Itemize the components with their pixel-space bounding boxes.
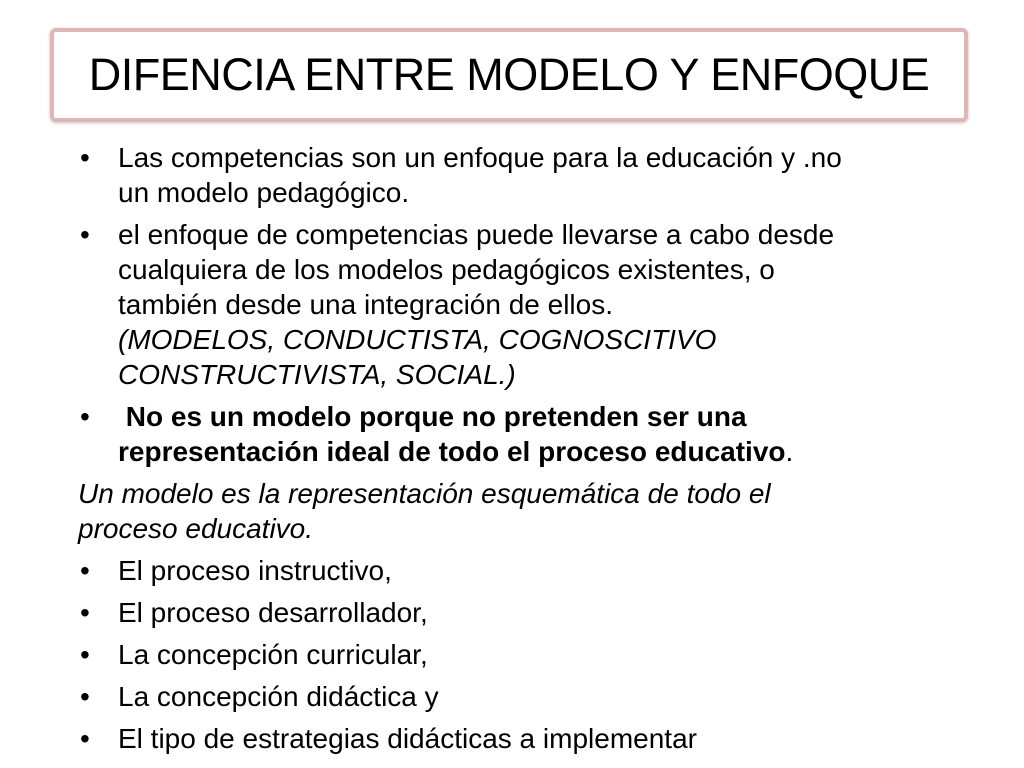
bullet-bold-line: No es un modelo porque no pretenden ser una bbox=[118, 401, 747, 432]
bullet-bold-line: representación ideal de todo el proceso educativo bbox=[118, 436, 786, 467]
bullet-item bbox=[78, 399, 978, 469]
bullet-text-line: un modelo pedagógico. bbox=[118, 177, 410, 208]
definition-paragraph bbox=[78, 476, 978, 546]
bullet-item bbox=[78, 140, 978, 210]
bullet-text-line: cualquiera de los modelos pedagógicos existentes, o bbox=[118, 254, 775, 285]
list-item-text: El tipo de estrategias didácticas a implementar bbox=[118, 723, 697, 754]
list-item bbox=[78, 721, 978, 756]
list-item-text: El proceso desarrollador, bbox=[118, 597, 428, 628]
bullet-icon: • bbox=[80, 723, 90, 754]
slide-title: DIFENCIA ENTRE MODELO Y ENFOQUE bbox=[88, 49, 930, 100]
bullet-icon: • bbox=[80, 401, 90, 432]
bullet-text-line: también desde una integración de ellos. bbox=[118, 289, 614, 320]
bullet-icon: • bbox=[80, 142, 90, 173]
title-box bbox=[50, 28, 968, 122]
bullet-icon: • bbox=[80, 639, 90, 670]
list-item-text: La concepción didáctica y bbox=[118, 681, 439, 712]
bullet-italic-line: (MODELOS, CONDUCTISTA, COGNOSCITIVO bbox=[118, 324, 717, 355]
list-item bbox=[78, 679, 978, 714]
bullet-period: . bbox=[785, 436, 794, 467]
list-item-text: La concepción curricular, bbox=[118, 639, 428, 670]
list-item bbox=[78, 595, 978, 630]
definition-line: proceso educativo. bbox=[78, 513, 314, 544]
bullet-text-line: Las competencias son un enfoque para la educación y .no bbox=[118, 142, 842, 173]
list-item-text: El proceso instructivo, bbox=[118, 555, 392, 586]
slide-body bbox=[78, 140, 978, 763]
list-item bbox=[78, 637, 978, 672]
bullet-item bbox=[78, 217, 978, 392]
list-item bbox=[78, 553, 978, 588]
bullet-icon: • bbox=[80, 681, 90, 712]
bullet-icon: • bbox=[80, 597, 90, 628]
bullet-icon: • bbox=[80, 219, 90, 250]
bullet-icon: • bbox=[80, 555, 90, 586]
definition-line: Un modelo es la representación esquemática de todo el bbox=[78, 478, 771, 509]
bullet-text-line: el enfoque de competencias puede llevarse a cabo desde bbox=[118, 219, 835, 250]
bullet-italic-line: CONSTRUCTIVISTA, SOCIAL.) bbox=[118, 359, 516, 390]
